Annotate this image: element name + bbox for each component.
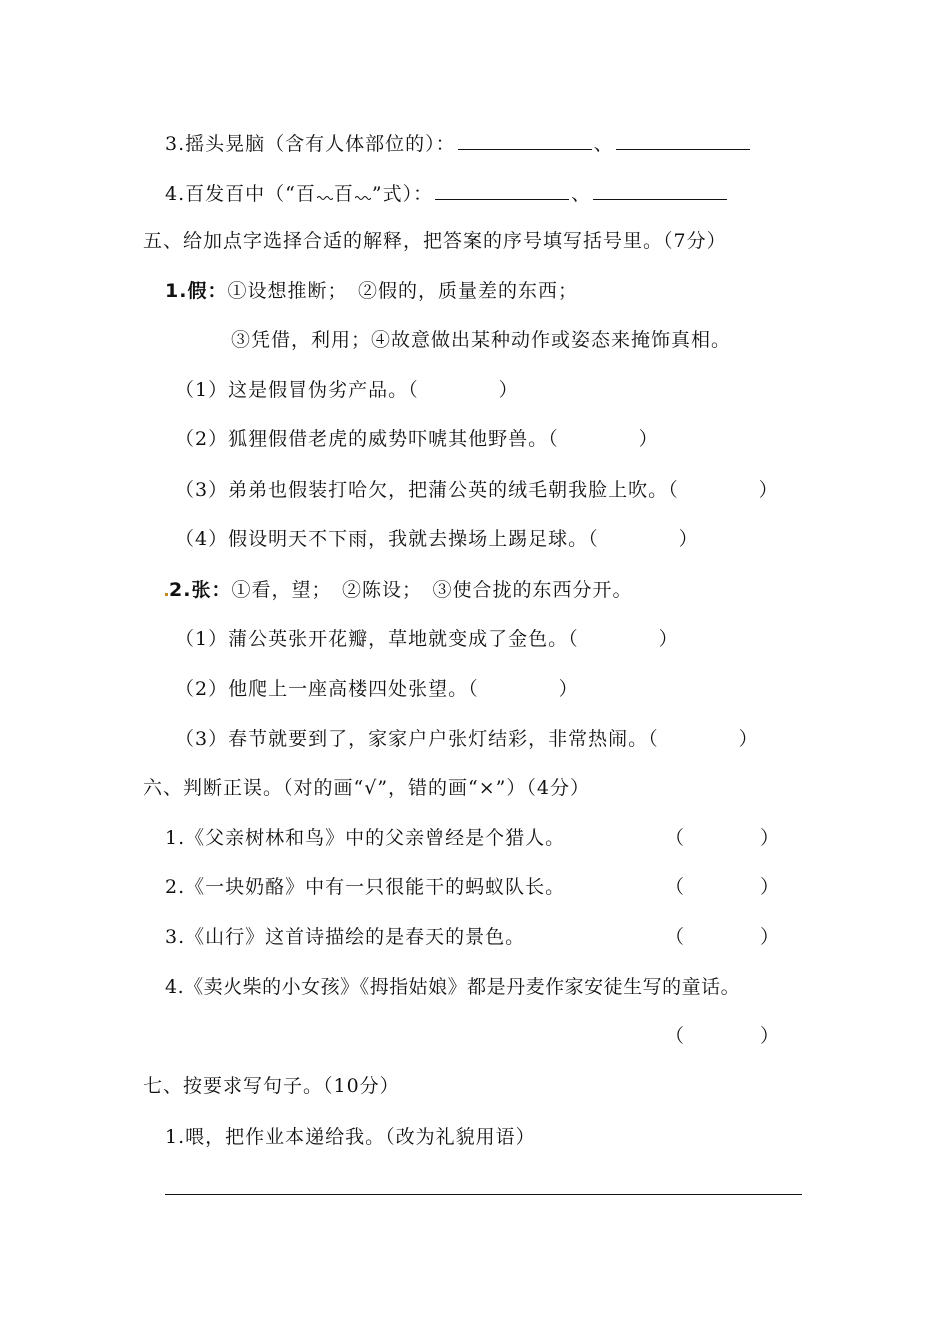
answer-line[interactable] — [165, 1194, 802, 1195]
judge-answer-paren[interactable]: （ ） — [665, 827, 780, 849]
q4-4-post: ”式）： — [371, 183, 434, 205]
judge-answer-paren[interactable]: （ ） — [665, 926, 780, 948]
group1-item: （1）这是假冒伪劣产品。（ ） — [175, 379, 519, 401]
group2-item: （2）他爬上一座高楼四处张望。（ ） — [175, 678, 579, 700]
group2-item: （3）春节就要到了，家家户户张灯结彩，非常热闹。（ ） — [175, 728, 759, 750]
emphasis-dot — [165, 593, 168, 596]
answer-blank[interactable] — [616, 129, 750, 150]
wavy-blank-icon — [317, 190, 333, 200]
group1-definitions — [165, 278, 578, 304]
q4-4-mid: 百 — [333, 183, 354, 205]
q4-3 — [165, 129, 752, 157]
group2-definitions — [165, 577, 632, 603]
judge-item: 1.《父亲树林和鸟》中的父亲曾经是个猎人。 — [165, 827, 566, 849]
answer-blank[interactable] — [458, 129, 592, 150]
group1-item: （4）假设明天不下雨，我就去操场上踢足球。（ ） — [175, 528, 699, 550]
q4-3-text: 3.摇头晃脑（含有人体部位的）： — [165, 133, 456, 155]
judge-item: 4.《卖火柴的小女孩》《拇指姑娘》都是丹麦作家安徒生写的童话。 — [165, 976, 741, 998]
group1-defs-b: ③凭借，利用；④故意做出某种动作或姿态来掩饰真相。 — [231, 329, 732, 351]
answer-blank[interactable] — [435, 179, 569, 200]
group1-defs-a: ①设想推断； ②假的，质量差的东西； — [227, 280, 578, 302]
separator: 、 — [593, 133, 614, 155]
answer-blank[interactable] — [593, 179, 727, 200]
group1-item: （2）狐狸假借老虎的威势吓唬其他野兽。（ ） — [175, 428, 659, 450]
q4-4 — [165, 179, 729, 207]
section7-q1: 1.喂，把作业本递给我。（改为礼貌用语） — [165, 1126, 536, 1148]
judge-answer-paren[interactable]: （ ） — [665, 1025, 780, 1047]
judge-item: 3.《山行》这首诗描绘的是春天的景色。 — [165, 926, 526, 948]
wavy-blank-icon — [355, 190, 371, 200]
group2-label: 2.张： — [169, 579, 232, 601]
group2-defs: ①看，望； ②陈设； ③使合拢的东西分开。 — [231, 579, 633, 601]
judge-item: 2.《一块奶酪》中有一只很能干的蚂蚁队长。 — [165, 876, 566, 898]
q4-4-pre: 4.百发百中（“百 — [165, 183, 316, 205]
section5-heading: 五、给加点字选择合适的解释，把答案的序号填写括号里。（7分） — [143, 230, 727, 252]
section7-heading: 七、按要求写句子。（10分） — [143, 1075, 400, 1097]
group2-item: （1）蒲公英张开花瓣，草地就变成了金色。（ ） — [175, 628, 679, 650]
group1-label: 1.假： — [165, 280, 228, 302]
section6-heading: 六、判断正误。（对的画“√”，错的画“×”）（4分） — [143, 777, 590, 799]
group1-item: （3）弟弟也假装打哈欠，把蒲公英的绒毛朝我脸上吹。（ ） — [175, 479, 779, 501]
separator: 、 — [571, 183, 592, 205]
judge-answer-paren[interactable]: （ ） — [665, 876, 780, 898]
